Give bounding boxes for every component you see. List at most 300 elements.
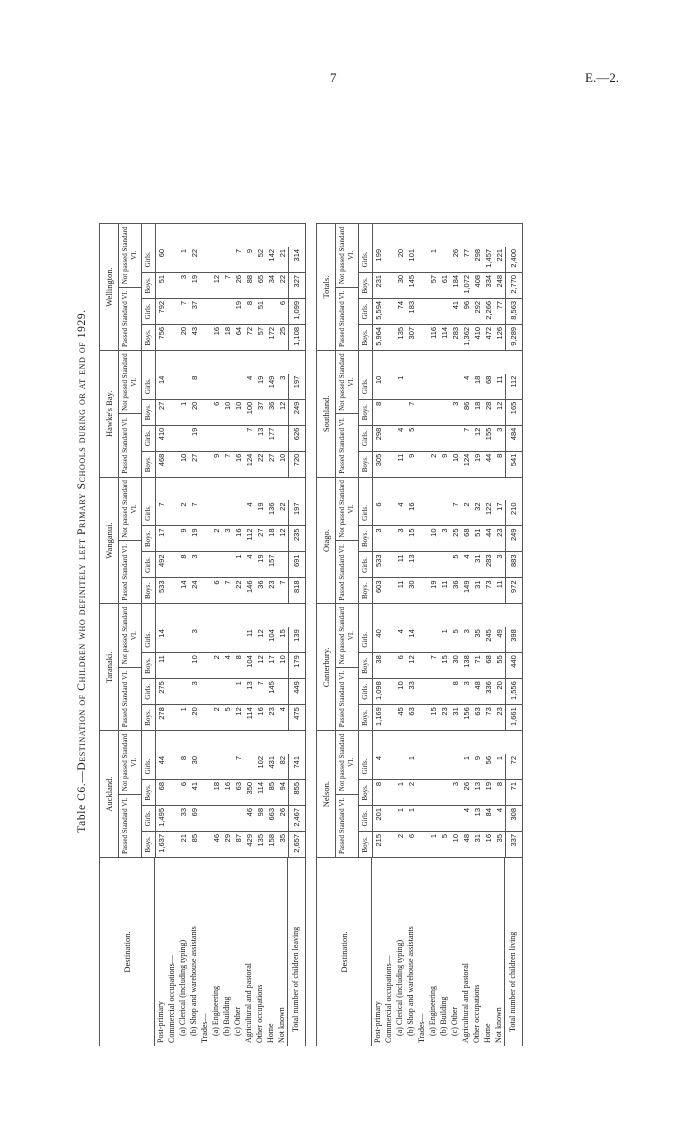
data-cell <box>222 754 233 779</box>
data-cell <box>428 806 439 831</box>
data-cell: 7 <box>223 274 232 280</box>
table-number: Table C6.— <box>76 770 88 833</box>
total-cell: 308 <box>505 806 522 831</box>
data-cell: 30 <box>190 756 199 765</box>
row-label: Post-primary <box>156 1001 165 1043</box>
data-cell <box>384 426 395 451</box>
boys-header: Boys. <box>359 831 372 857</box>
boys-header: Boys. <box>142 831 155 857</box>
data-cell: 1 <box>179 401 188 406</box>
data-cell <box>200 273 211 298</box>
data-cell: 2 <box>212 707 221 712</box>
data-cell <box>211 247 222 272</box>
data-cell: 87 <box>234 834 243 843</box>
data-cell: 19 <box>484 782 493 791</box>
data-cell <box>200 400 211 425</box>
data-cell: 101 <box>407 248 416 262</box>
data-cell: 7 <box>157 502 166 507</box>
data-cell: 3 <box>179 274 188 280</box>
data-cell: 10 <box>278 655 287 664</box>
data-cell <box>222 299 233 324</box>
data-cell <box>277 552 288 577</box>
data-cell: 69 <box>190 808 199 817</box>
boys-header: Boys. <box>359 324 372 350</box>
girls-header: Girls. <box>361 758 369 775</box>
data-cell <box>200 653 211 678</box>
data-cell: 43 <box>190 326 199 336</box>
group-header <box>336 604 359 730</box>
data-cell: 37 <box>256 401 265 411</box>
data-cell: 23 <box>495 707 504 716</box>
data-cell: 4 <box>223 655 232 660</box>
data-cell <box>384 832 395 857</box>
data-cell: 10 <box>234 401 243 411</box>
data-columns <box>373 224 522 350</box>
total-cell: 626 <box>288 426 305 451</box>
data-cell: 8 <box>179 554 188 559</box>
data-cell <box>167 325 178 350</box>
data-cell: 33 <box>179 808 188 817</box>
data-cell: 12 <box>256 629 265 638</box>
data-column <box>373 754 522 779</box>
data-cell <box>439 374 450 399</box>
data-cell: 48 <box>473 681 482 690</box>
data-cell: 2 <box>462 502 471 507</box>
boys-header: Boys. <box>142 525 155 551</box>
data-cell <box>417 754 428 779</box>
sex-header <box>359 604 373 730</box>
data-cell <box>211 374 222 399</box>
boys-header: Boys. <box>142 652 155 678</box>
data-cell: 84 <box>484 808 493 817</box>
data-cell <box>439 679 450 704</box>
data-cell: 410 <box>157 427 166 441</box>
data-cell <box>233 627 244 652</box>
data-column <box>156 779 305 805</box>
data-cell: 146 <box>245 580 254 593</box>
data-column <box>373 779 522 805</box>
data-cell: 49 <box>495 629 504 638</box>
data-cell <box>384 500 395 525</box>
data-cell: 21 <box>179 834 188 843</box>
data-cell: 17 <box>495 502 504 511</box>
group-header <box>336 478 359 604</box>
boys-header: Boys. <box>142 451 155 477</box>
total-cell: 2,400 <box>505 247 522 272</box>
data-cell: 102 <box>256 756 265 769</box>
not-passed-header: Not passed Standard VI. <box>121 606 138 665</box>
data-cell: 36 <box>267 401 276 411</box>
data-cell: 68 <box>157 782 166 791</box>
data-cell <box>211 552 222 577</box>
district-totals <box>316 223 523 350</box>
data-column <box>373 500 522 525</box>
row-labels <box>99 857 306 1046</box>
data-cell: 7 <box>256 681 265 686</box>
data-cell <box>428 552 439 577</box>
data-column <box>156 324 305 350</box>
data-cell <box>439 500 450 525</box>
data-cell: 8 <box>451 681 460 686</box>
data-cell: 429 <box>245 834 254 847</box>
data-cell <box>178 627 189 652</box>
data-cell: 60 <box>157 248 166 258</box>
data-cell: 23 <box>267 580 276 589</box>
data-cell: 31 <box>473 834 482 843</box>
data-column <box>156 704 305 730</box>
data-cell: 19 <box>234 300 243 310</box>
data-cell: 9 <box>212 453 221 458</box>
data-columns <box>156 351 305 477</box>
data-cell <box>200 526 211 551</box>
total-cell: 337 <box>505 832 522 857</box>
data-cell: 61 <box>440 274 449 284</box>
row-label: Trades— <box>417 1013 426 1043</box>
total-cell: 972 <box>505 578 522 603</box>
girls-header: Girls. <box>359 298 372 324</box>
data-cell <box>417 578 428 603</box>
total-cell: 179 <box>288 653 305 678</box>
total-cell: 720 <box>288 452 305 477</box>
district-nelson <box>316 730 523 857</box>
data-cell: 1 <box>179 248 188 254</box>
data-cell: 4 <box>245 502 254 507</box>
data-cell: 156 <box>462 707 471 720</box>
rotated-table-page <box>65 96 635 1046</box>
data-cell: 23 <box>495 528 504 537</box>
data-cell: 1,362 <box>462 326 471 346</box>
data-cell: 22 <box>190 248 199 258</box>
data-cell: 22 <box>278 502 287 511</box>
data-cell: 533 <box>157 580 166 593</box>
data-cell: 72 <box>245 326 254 336</box>
data-cell: 4 <box>396 629 405 634</box>
boys-header: Boys. <box>359 577 372 603</box>
data-cell <box>439 247 450 272</box>
group-header <box>119 478 142 604</box>
data-cell <box>428 500 439 525</box>
data-cell: 22 <box>234 580 243 589</box>
data-cell: 124 <box>462 453 471 467</box>
girls-header: Girls. <box>142 805 155 831</box>
data-column <box>156 500 305 525</box>
data-cell: 13 <box>473 782 482 791</box>
data-cell <box>439 806 450 831</box>
group-header <box>119 351 142 477</box>
boys-header: Boys. <box>359 272 372 298</box>
data-cell: 408 <box>473 274 482 288</box>
data-cell <box>211 426 222 451</box>
data-cell: 26 <box>234 274 243 284</box>
data-cell: 2 <box>179 502 188 507</box>
data-cell: 3 <box>396 528 405 533</box>
data-column <box>373 525 522 551</box>
data-cell: 9 <box>245 248 254 254</box>
data-cell <box>277 426 288 451</box>
data-cell: 18 <box>267 528 276 537</box>
data-cell <box>167 627 178 652</box>
data-cell: 12 <box>278 528 287 537</box>
data-cell: 15 <box>429 707 438 716</box>
data-cell: 16 <box>234 453 243 463</box>
data-cell: 6 <box>179 782 188 787</box>
girls-header: Girls. <box>361 378 369 395</box>
data-cell: 7 <box>223 453 232 458</box>
data-cell: 68 <box>484 655 493 664</box>
data-cell: 201 <box>374 808 383 821</box>
data-cell: 2,266 <box>484 300 493 320</box>
data-cell <box>200 780 211 805</box>
data-cell <box>200 679 211 704</box>
data-cell: 17 <box>157 528 166 537</box>
district-taranaki <box>99 603 306 730</box>
data-cell: 18 <box>223 326 232 336</box>
girls-header: Girls. <box>359 805 372 831</box>
data-cell: 57 <box>256 326 265 336</box>
data-cell: 3 <box>190 681 199 686</box>
girls-header: Girls. <box>142 551 155 577</box>
data-cell: 305 <box>374 453 383 467</box>
data-cell: 52 <box>256 248 265 258</box>
girls-header: Girls. <box>144 378 152 395</box>
data-cell: 11 <box>396 580 405 589</box>
not-passed-header: Not passed Standard VI. <box>121 480 138 538</box>
data-cell: 126 <box>495 326 504 340</box>
data-cell: 44 <box>484 453 493 463</box>
data-cell: 4 <box>495 808 504 813</box>
data-cell <box>211 627 222 652</box>
data-cell <box>200 578 211 603</box>
not-passed-header: Not passed Standard VI. <box>121 733 138 792</box>
data-cell <box>167 780 178 805</box>
data-cell: 13 <box>256 427 265 437</box>
data-cell: 12 <box>473 427 482 437</box>
data-cell: 142 <box>267 248 276 262</box>
passed-header: Passed Standard VI. <box>336 540 358 603</box>
data-cell <box>450 806 461 831</box>
data-cell: 34 <box>267 274 276 284</box>
data-cell: 8 <box>179 756 188 761</box>
girls-header: Girls. <box>361 505 369 521</box>
data-cell: 10 <box>223 401 232 411</box>
data-cell: 1 <box>429 248 438 254</box>
data-cell <box>178 653 189 678</box>
data-cell: 2 <box>212 528 221 533</box>
row-label: Agricultural and pastoral <box>461 963 470 1043</box>
data-cell <box>428 754 439 779</box>
data-cell: 7 <box>407 401 416 406</box>
data-cell: 124 <box>245 453 254 467</box>
data-cell: 2 <box>212 655 221 660</box>
total-cell: 855 <box>288 780 305 805</box>
data-cell: 221 <box>495 248 504 262</box>
data-cell: 9 <box>440 453 449 458</box>
group-header <box>336 224 359 350</box>
total-cell: 541 <box>505 452 522 477</box>
data-cell: 12 <box>212 274 221 284</box>
row-label: (b) Building <box>439 996 448 1036</box>
data-cell <box>384 806 395 831</box>
total-cell: 2,657 <box>288 832 305 857</box>
total-cell: 1,108 <box>288 325 305 350</box>
data-columns <box>156 478 305 604</box>
data-cell: 35 <box>495 834 504 843</box>
data-cell: 135 <box>396 326 405 340</box>
data-cell <box>167 653 178 678</box>
data-cell <box>439 426 450 451</box>
total-cell: 9,289 <box>505 325 522 350</box>
data-cell: 35 <box>278 834 287 843</box>
data-cell: 21 <box>278 248 287 258</box>
data-cell: 12 <box>234 707 243 716</box>
data-cell: 1 <box>396 808 405 813</box>
data-cell: 10 <box>451 453 460 463</box>
data-cell: 13 <box>407 554 416 563</box>
data-cell: 85 <box>267 782 276 791</box>
data-cell: 7 <box>190 502 199 507</box>
group-header <box>119 224 142 350</box>
data-cell: 112 <box>245 528 254 541</box>
data-column <box>156 678 305 704</box>
data-cell <box>266 299 277 324</box>
data-column <box>373 627 522 652</box>
data-cell: 35 <box>473 629 482 638</box>
data-cell <box>211 754 222 779</box>
row-labels <box>316 857 523 1046</box>
data-cell: 7 <box>179 300 188 306</box>
data-cell: 292 <box>473 300 482 314</box>
data-cell <box>417 500 428 525</box>
data-cell: 603 <box>374 580 383 593</box>
data-column <box>156 627 305 652</box>
data-column <box>373 425 522 451</box>
data-cell: 19 <box>256 375 265 385</box>
total-cell: 197 <box>288 374 305 399</box>
data-cell: 10 <box>374 375 383 385</box>
row-label: (a) Clerical (including typing) <box>395 939 404 1036</box>
data-cell <box>395 754 406 779</box>
data-cell: 16 <box>407 502 416 511</box>
data-cell <box>428 299 439 324</box>
data-cell <box>417 832 428 857</box>
data-cell: 4 <box>462 554 471 559</box>
data-cell: 14 <box>179 580 188 589</box>
data-cell: 336 <box>484 681 493 694</box>
data-cell: 88 <box>245 274 254 284</box>
boys-header: Boys. <box>142 272 155 298</box>
data-cell <box>167 578 178 603</box>
group-header <box>119 731 142 857</box>
data-cell: 492 <box>157 554 166 567</box>
data-cell: 1 <box>440 629 449 634</box>
data-cell: 55 <box>495 655 504 664</box>
passed-header: Passed Standard VI. <box>119 287 141 350</box>
data-cell: 19 <box>190 274 199 284</box>
total-cell: 8,563 <box>505 299 522 324</box>
data-cell: 44 <box>484 528 493 537</box>
data-cell: 41 <box>190 782 199 791</box>
total-cell: 691 <box>288 552 305 577</box>
data-cell: 51 <box>157 274 166 284</box>
passed-header: Passed Standard VI. <box>119 413 141 476</box>
data-cell: 136 <box>267 502 276 515</box>
total-cell: 112 <box>505 374 522 399</box>
boys-header: Boys. <box>359 399 372 425</box>
data-cell: 13 <box>245 681 254 690</box>
data-cell: 19 <box>190 427 199 437</box>
data-cell: 283 <box>451 326 460 340</box>
row-label: Home <box>483 1023 492 1043</box>
data-cell <box>200 627 211 652</box>
group-header <box>336 351 359 477</box>
data-cell: 71 <box>473 655 482 664</box>
data-cell: 19 <box>190 528 199 537</box>
data-cell <box>200 247 211 272</box>
data-cell: 1 <box>407 808 416 813</box>
data-cell <box>384 273 395 298</box>
data-cell: 18 <box>212 782 221 791</box>
passed-header: Passed Standard VI. <box>336 667 358 730</box>
data-cell <box>439 780 450 805</box>
data-cell <box>200 299 211 324</box>
data-cell <box>222 247 233 272</box>
data-cell: 135 <box>256 834 265 847</box>
district-name: Wellington. <box>100 224 119 350</box>
total-cell: 475 <box>288 705 305 730</box>
data-cell <box>211 299 222 324</box>
data-cell: 155 <box>484 427 493 441</box>
data-cell: 283 <box>484 554 493 567</box>
data-cell <box>211 500 222 525</box>
data-cell: 472 <box>484 326 493 340</box>
data-cell: 20 <box>190 707 199 716</box>
data-cell <box>167 273 178 298</box>
row-label: Other occupations <box>472 984 481 1043</box>
data-cell <box>384 780 395 805</box>
data-columns <box>156 604 305 730</box>
data-cell: 3 <box>451 782 460 787</box>
data-cell <box>417 705 428 730</box>
data-cell: 410 <box>473 326 482 340</box>
district-name: Canterbury. <box>317 604 336 730</box>
data-cell: 64 <box>234 326 243 336</box>
data-cell <box>417 426 428 451</box>
data-cell: 10 <box>429 528 438 537</box>
total-cell: 235 <box>288 526 305 551</box>
district-name: Auckland. <box>100 731 119 857</box>
data-cell: 85 <box>190 834 199 843</box>
data-cell: 145 <box>267 681 276 694</box>
data-cell: 6 <box>212 401 221 406</box>
district-name: Taranaki. <box>100 604 119 730</box>
data-cell: 27 <box>267 453 276 463</box>
data-cell: 36 <box>256 580 265 589</box>
data-cell: 31 <box>451 707 460 716</box>
data-column <box>373 298 522 324</box>
data-cell <box>167 426 178 451</box>
boys-header: Boys. <box>142 779 155 805</box>
data-cell <box>439 552 450 577</box>
data-cell <box>200 552 211 577</box>
data-cell: 11 <box>495 580 504 589</box>
data-cell: 10 <box>179 453 188 463</box>
data-cell: 13 <box>473 808 482 817</box>
data-cell: 30 <box>407 580 416 589</box>
data-cell: 149 <box>462 580 471 593</box>
data-cell: 77 <box>495 300 504 310</box>
data-column <box>156 425 305 451</box>
data-cell <box>384 705 395 730</box>
